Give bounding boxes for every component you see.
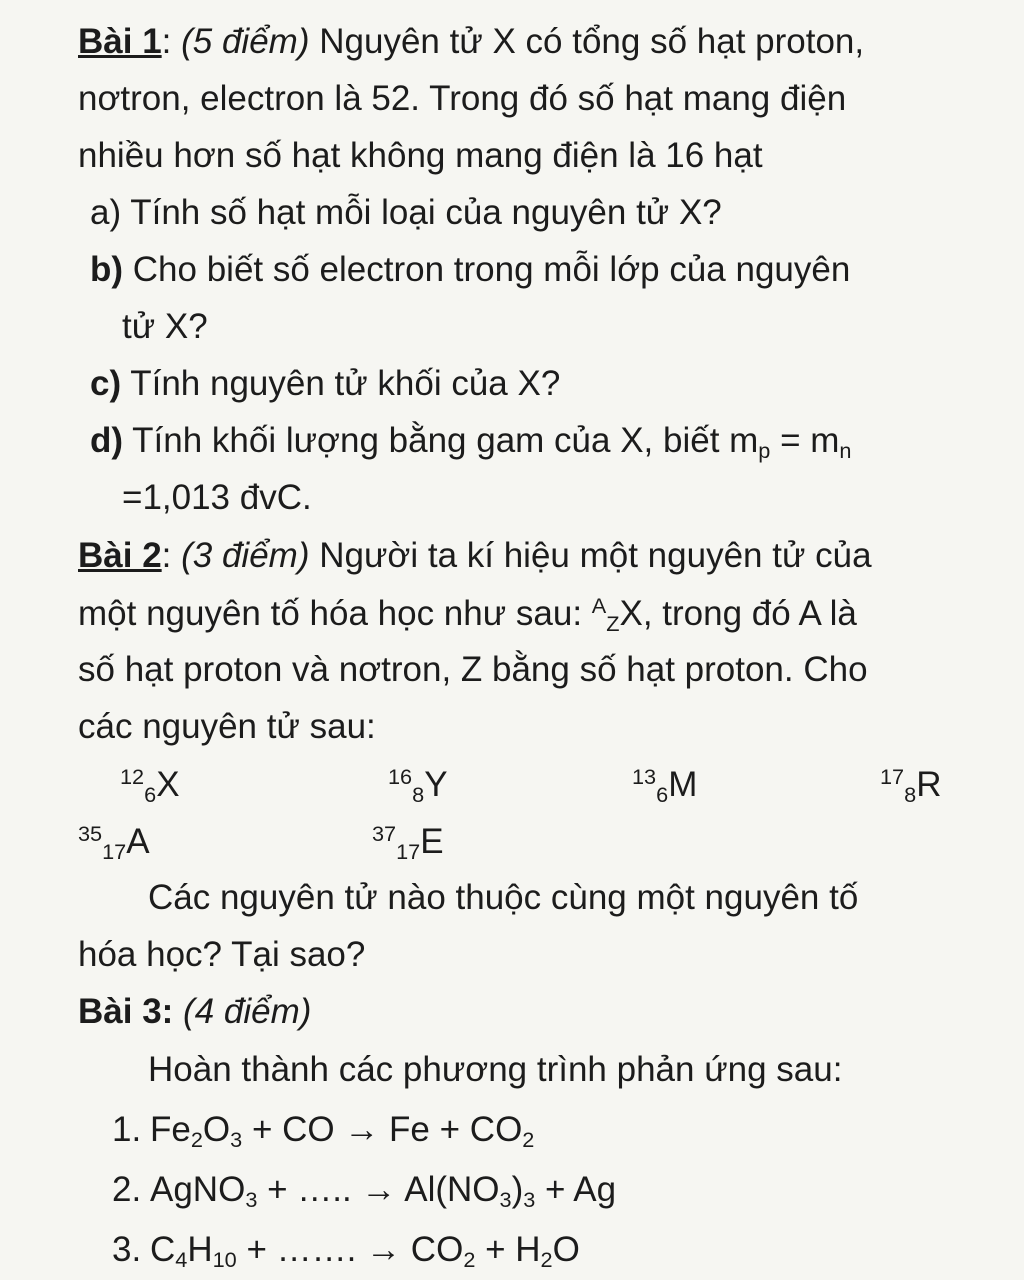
isotope-item bbox=[388, 766, 448, 806]
bai2-line3: số hạt proton và nơtron, Z bằng số hạt proton. Cho bbox=[78, 650, 868, 689]
bai1-question-b bbox=[90, 252, 850, 287]
eq-part: O bbox=[552, 1230, 580, 1269]
bai1-label: Bài 1 bbox=[78, 22, 162, 61]
bai1-c-text: Tính nguyên tử khối của X? bbox=[130, 364, 561, 403]
eq-subscript: 3 bbox=[245, 1187, 258, 1213]
eq-part: O bbox=[202, 1110, 231, 1149]
bai1-line3: nhiều hơn số hạt không mang điện là 16 hạt bbox=[78, 136, 763, 175]
isotope-item bbox=[632, 766, 697, 806]
isotope-symbol: A bbox=[126, 821, 150, 861]
eq-subscript: 2 bbox=[463, 1247, 476, 1273]
isotope-atomic: 6 bbox=[144, 781, 157, 807]
eq-subscript: 2 bbox=[522, 1127, 535, 1153]
bai1-d-line2: =1,013 đvC. bbox=[122, 478, 312, 517]
bai1-line1: Nguyên tử X có tổng số hạt proton, bbox=[319, 22, 865, 61]
eq-part: ) bbox=[511, 1170, 524, 1209]
isotope-mass: 17 bbox=[880, 764, 905, 789]
bai3-instruction: Hoàn thành các phương trình phản ứng sau: bbox=[148, 1050, 843, 1089]
isotope-atomic: 6 bbox=[656, 781, 669, 807]
equation-1 bbox=[112, 1112, 534, 1151]
bai3-header-line bbox=[78, 994, 311, 1029]
isotope-mass: 12 bbox=[120, 764, 145, 789]
isotope-item bbox=[78, 823, 150, 863]
bai3-points: (4 điểm) bbox=[183, 992, 312, 1031]
bai1-b-line2: tử X? bbox=[122, 307, 208, 346]
isotope-symbol: R bbox=[916, 764, 942, 804]
bai2-line2 bbox=[78, 595, 857, 635]
eq-part: + ……. → CO bbox=[236, 1230, 464, 1269]
bai2-line2-a: một nguyên tố hóa học như sau: bbox=[78, 593, 592, 633]
bai1-d-eq: = m bbox=[770, 421, 840, 460]
isotope-mass: 35 bbox=[78, 821, 103, 846]
isotope-item bbox=[880, 766, 941, 806]
bai1-line2: nơtron, electron là 52. Trong đó số hạt mang điện bbox=[78, 79, 847, 118]
bai1-header-line bbox=[78, 24, 864, 59]
eq-subscript: 3 bbox=[523, 1187, 536, 1213]
bai1-b-label: b) bbox=[90, 250, 124, 289]
isotope-atomic: 17 bbox=[102, 838, 127, 864]
bai1-b-line1: Cho biết số electron trong mỗi lớp của nguyên bbox=[132, 250, 851, 289]
bai2-line2-b: X, trong đó A là bbox=[619, 593, 857, 633]
bai2-colon: : bbox=[161, 536, 172, 575]
bai2-header-line bbox=[78, 538, 872, 573]
isotope-symbol: X bbox=[156, 764, 180, 804]
equation-number: 2. bbox=[112, 1170, 142, 1209]
bai1-d-sub-n: n bbox=[839, 438, 852, 464]
bai1-question-d bbox=[90, 423, 851, 462]
bai1-points: (5 điểm) bbox=[181, 22, 310, 61]
bai2-label: Bài 2 bbox=[78, 536, 162, 575]
eq-subscript: 4 bbox=[175, 1247, 188, 1273]
equation-2 bbox=[112, 1172, 616, 1211]
bai1-colon: : bbox=[161, 22, 172, 61]
eq-part: + H bbox=[475, 1230, 541, 1269]
eq-subscript: 2 bbox=[190, 1127, 203, 1153]
bai2-line2-sup: A bbox=[591, 593, 607, 618]
isotope-mass: 37 bbox=[372, 821, 397, 846]
bai1-c-label: c) bbox=[90, 364, 122, 403]
equation-number: 3. bbox=[112, 1230, 142, 1269]
eq-part: AgNO bbox=[150, 1170, 246, 1209]
bai1-d-sub-p: p bbox=[758, 438, 771, 464]
bai3-label: Bài 3: bbox=[78, 992, 174, 1031]
bai1-question-a: a) Tính số hạt mỗi loại của nguyên tử X? bbox=[90, 193, 722, 232]
bai2-points: (3 điểm) bbox=[181, 536, 310, 575]
eq-subscript: 10 bbox=[212, 1247, 237, 1273]
bai1-question-c bbox=[90, 366, 560, 401]
isotope-atomic: 8 bbox=[904, 781, 917, 807]
equation-number: 1. bbox=[112, 1110, 142, 1149]
eq-part: C bbox=[150, 1230, 176, 1269]
isotope-atomic: 17 bbox=[396, 838, 421, 864]
eq-part: + CO → Fe + CO bbox=[242, 1110, 523, 1149]
bai2-line4: các nguyên tử sau: bbox=[78, 707, 376, 746]
eq-subscript: 3 bbox=[230, 1127, 243, 1153]
isotope-mass: 16 bbox=[388, 764, 413, 789]
eq-subscript: 2 bbox=[540, 1247, 553, 1273]
eq-part: Fe bbox=[150, 1110, 191, 1149]
bai2-line2-sub: Z bbox=[606, 610, 620, 636]
bai2-question-line1: Các nguyên tử nào thuộc cùng một nguyên tố bbox=[148, 878, 859, 917]
bai2-line1: Người ta kí hiệu một nguyên tử của bbox=[319, 536, 872, 575]
isotope-atomic: 8 bbox=[412, 781, 425, 807]
isotope-symbol: E bbox=[420, 821, 444, 861]
isotope-symbol: M bbox=[668, 764, 698, 804]
isotope-item bbox=[372, 823, 444, 863]
bai1-d-text: Tính khối lượng bằng gam của X, biết m bbox=[132, 421, 759, 460]
equation-3 bbox=[112, 1232, 580, 1271]
bai2-question-line2: hóa học? Tại sao? bbox=[78, 935, 366, 974]
bai1-d-label: d) bbox=[90, 421, 124, 460]
eq-part: + ….. → Al(NO bbox=[257, 1170, 500, 1209]
isotope-mass: 13 bbox=[632, 764, 657, 789]
isotope-symbol: Y bbox=[424, 764, 448, 804]
isotope-item bbox=[120, 766, 180, 806]
eq-part: + Ag bbox=[535, 1170, 617, 1209]
eq-part: H bbox=[187, 1230, 213, 1269]
eq-subscript: 3 bbox=[499, 1187, 512, 1213]
